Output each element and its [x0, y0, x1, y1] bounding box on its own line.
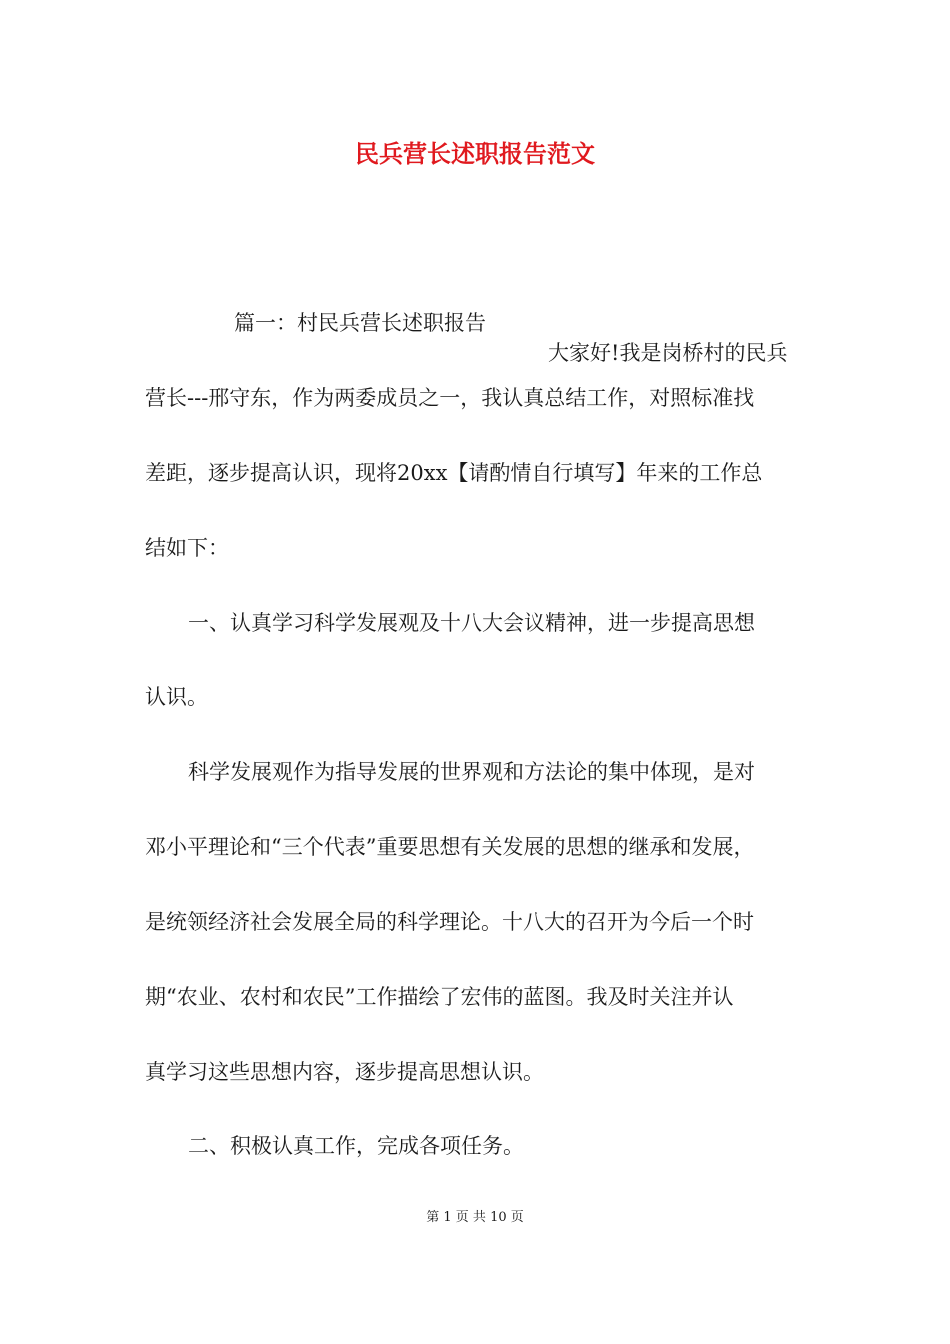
section-heading-two: 二、积极认真工作，完成各项任务。 [188, 1134, 524, 1158]
section-heading-part-one: 篇一：村民兵营长述职报告 [234, 311, 486, 335]
page-suffix: 页 [510, 1210, 524, 1225]
paragraph-line [0, 952, 950, 1012]
document-title: 民兵营长述职报告范文 [355, 139, 595, 168]
text-line: 邓小平理论和“三个代表”重要思想有关发展的思想的继承和发展， [145, 835, 755, 859]
text-line: 营长---邢守东，作为两委成员之一，我认真总结工作，对照标准找 [145, 386, 755, 410]
greeting-text: 大家好!我是岗桥村的民兵 [548, 341, 788, 365]
text-line: 差距，逐步提高认识，现将20xx【请酌情自行填写】年来的工作总 [145, 461, 763, 485]
paragraph-line [0, 578, 950, 638]
paragraph-line [0, 652, 950, 712]
paragraph-line [0, 1027, 950, 1087]
paragraph-line [0, 727, 950, 787]
paragraph-line [0, 802, 950, 862]
text-line: 是统领经济社会发展全局的科学理论。十八大的召开为今后一个时 [145, 910, 754, 934]
total-pages-number: 10 [490, 1210, 507, 1225]
text-line: 结如下： [145, 536, 229, 560]
current-page-number: 1 [443, 1210, 452, 1225]
section-heading-one: 一、认真学习科学发展观及十八大会议精神，进一步提高思想 [188, 611, 755, 635]
paragraph-line [0, 1101, 950, 1161]
paragraph-line [0, 877, 950, 937]
text-line: 科学发展观作为指导发展的世界观和方法论的集中体现，是对 [188, 760, 755, 784]
text-line: 真学习这些思想内容，逐步提高思想认识。 [145, 1060, 544, 1084]
paragraph-line [0, 503, 950, 563]
page-footer [0, 1208, 950, 1228]
paragraph-line [0, 353, 950, 413]
text-line: 认识。 [145, 685, 208, 709]
page-mid-text: 页 共 [455, 1210, 486, 1225]
page-prefix: 第 [426, 1210, 440, 1225]
paragraph-line [0, 428, 950, 488]
text-line: 期“农业、农村和农民”工作描绘了宏伟的蓝图。我及时关注并认 [145, 985, 734, 1009]
